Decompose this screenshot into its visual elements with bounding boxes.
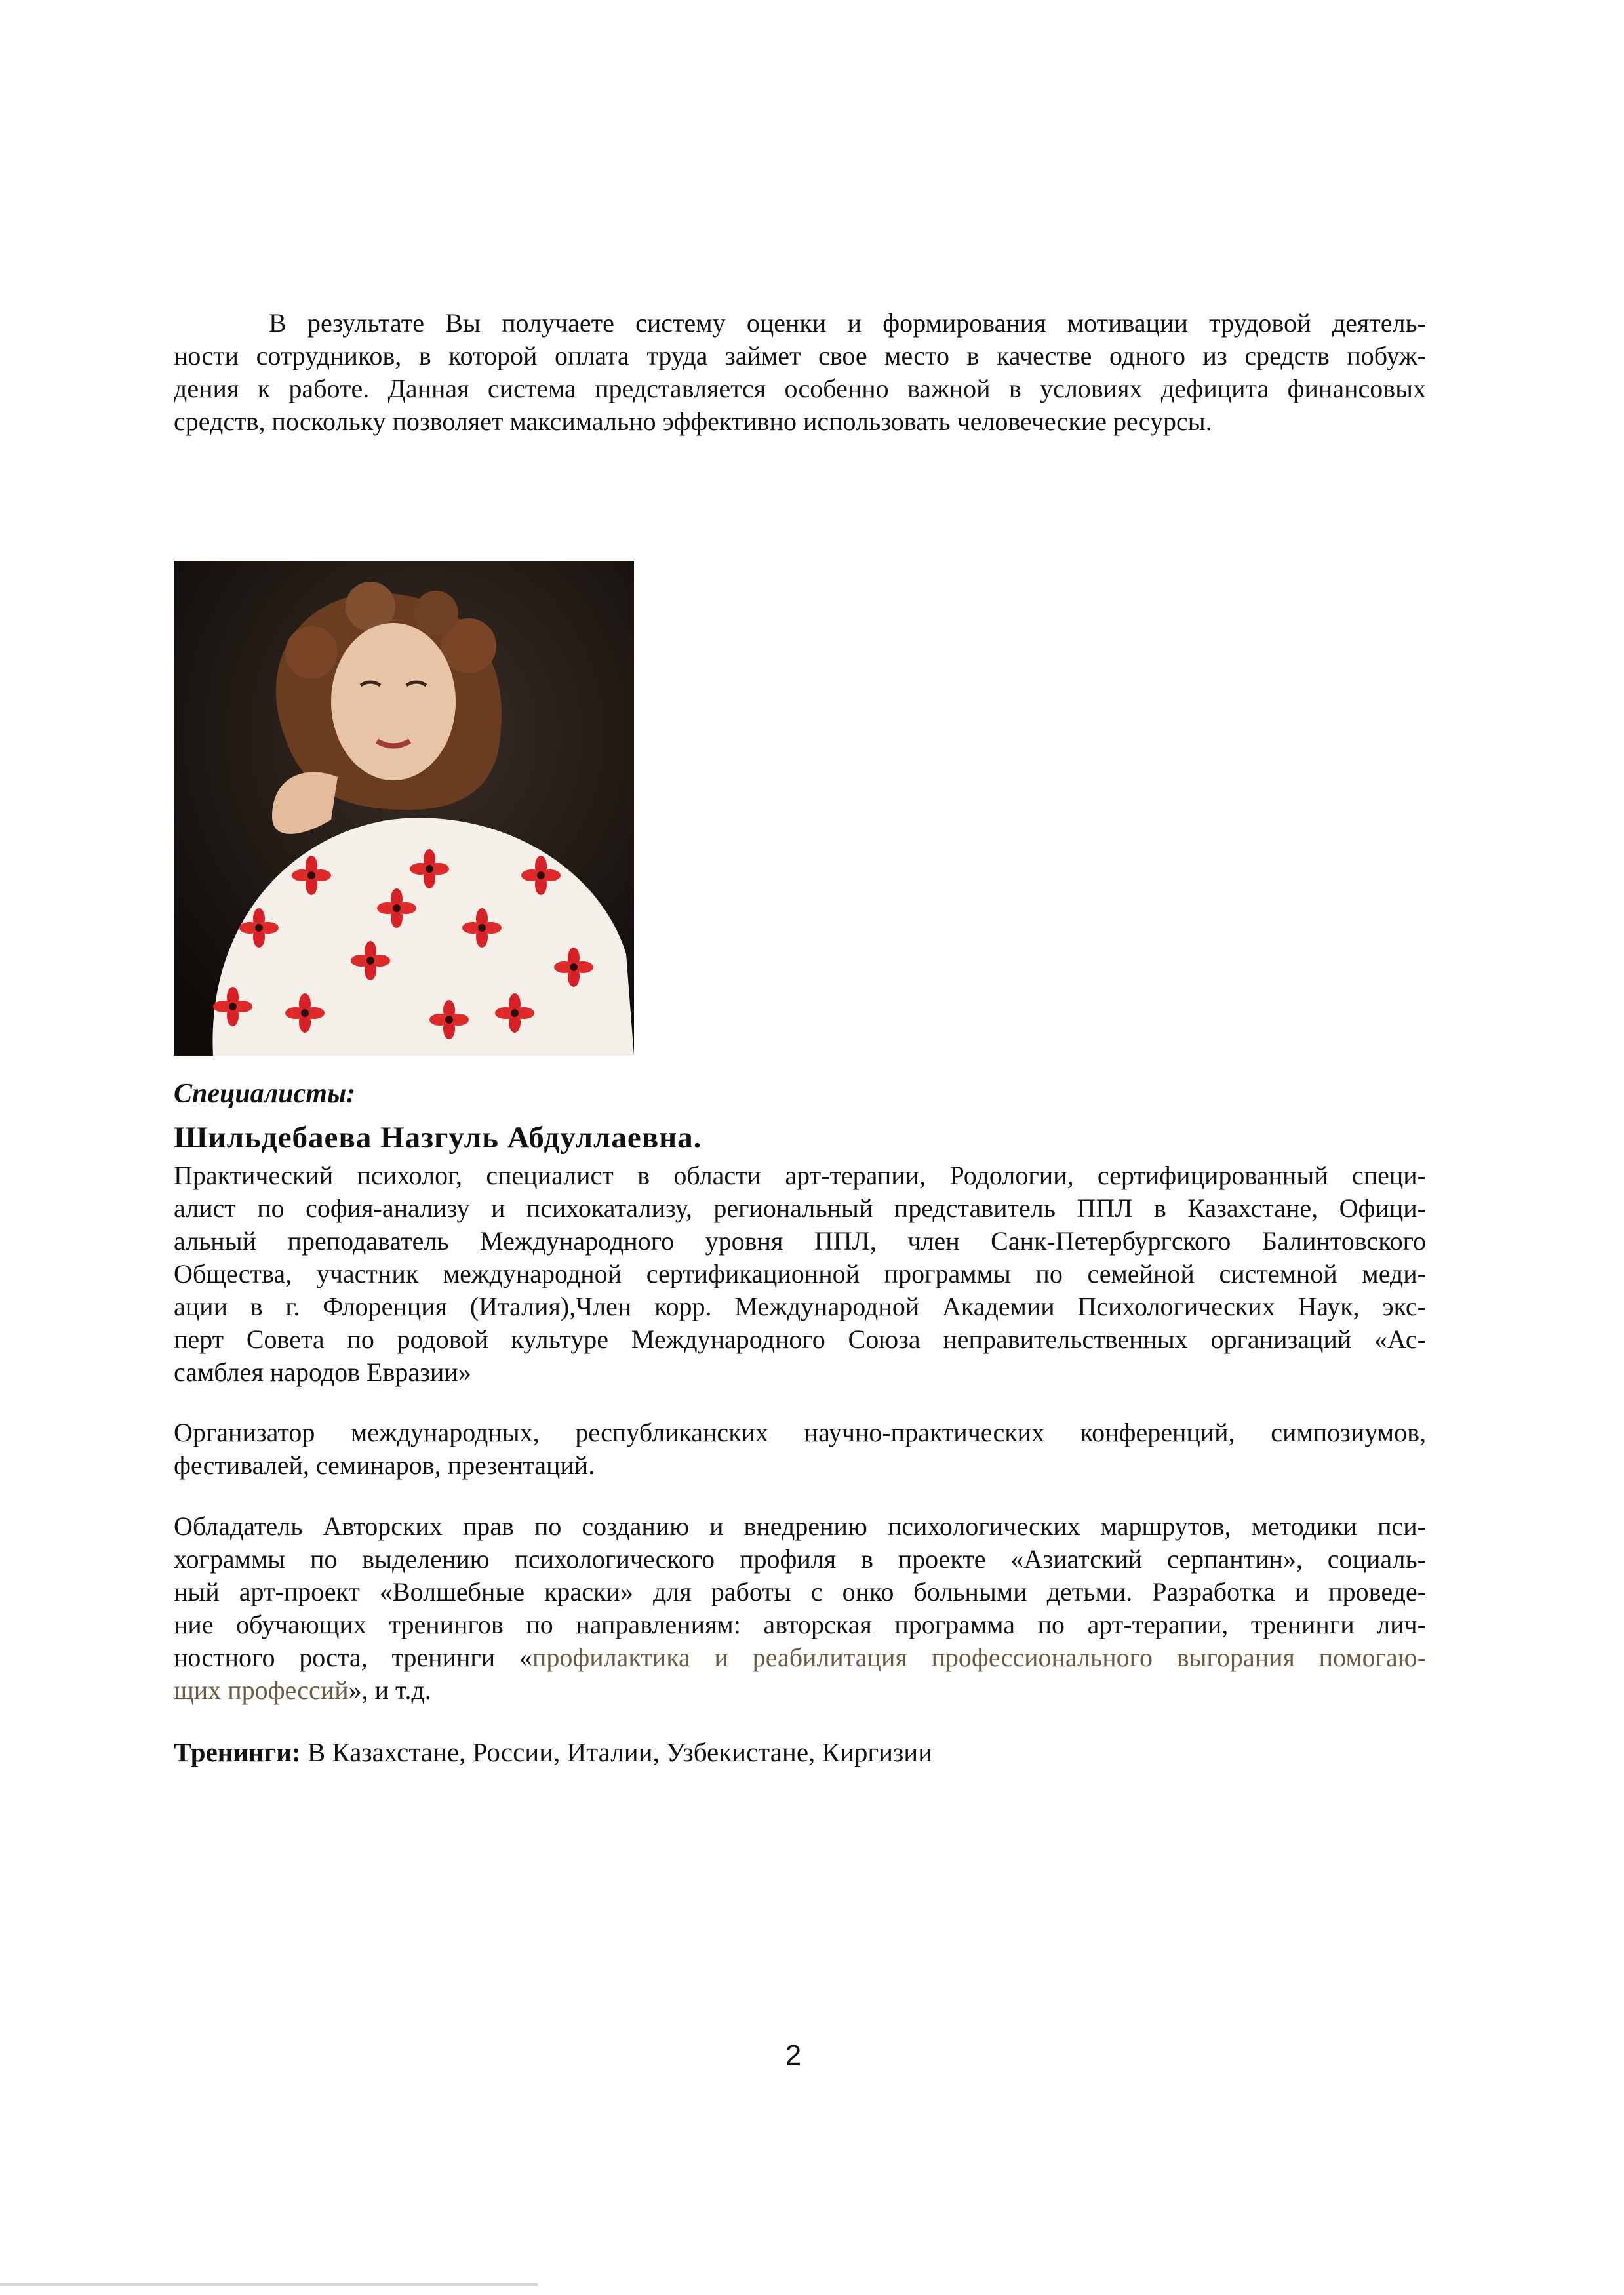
trainings-text: В Казахстане, России, Италии, Узбекистане, Киргизии: [300, 1737, 933, 1767]
page-number: 2: [785, 2039, 802, 2071]
rights-line: [174, 1641, 1426, 1674]
organizer-paragraph: [174, 1416, 1426, 1482]
rights-line: ный арт-проект «Волшебные краски» для работы с онко больными детьми. Разработка и проведе-: [174, 1577, 1426, 1606]
intro-line: средств, поскольку позволяет максимально эффективно использовать человеческие ресурсы.: [174, 407, 1212, 436]
organizer-line: фестивалей, семинаров, презентаций.: [174, 1450, 595, 1480]
intro-line: дения к работе. Данная система представляется особенно важной в условиях дефицита финансовых: [174, 374, 1426, 403]
organizer-line: Организатор международных, республиканских научно-практических конференций, симпозиумов,: [174, 1418, 1426, 1447]
rights-line: ние обучающих тренингов по направлениям: авторская программа по арт-терапии, тренинги лич-: [174, 1610, 1426, 1639]
rights-line-quoted-end: щих профессий: [174, 1675, 349, 1705]
trainings-label: Тренинги:: [174, 1737, 301, 1767]
rights-paragraph: [174, 1510, 1426, 1707]
bio-line: альный преподаватель Международного уровня ППЛ, член Санк-Петербургского Балинтовского: [174, 1226, 1426, 1256]
intro-line: ности сотрудников, в которой оплата труда займет свое место в качестве одного из средств побуж-: [174, 341, 1426, 370]
bio-line: самблея народов Евразии»: [174, 1357, 471, 1387]
rights-line: Обладатель Авторских прав по созданию и внедрению психологических маршрутов, методики пси-: [174, 1511, 1426, 1541]
scan-edge-line: [0, 2283, 538, 2286]
specialist-photo: [174, 561, 634, 1056]
bio-paragraph: [174, 1159, 1426, 1389]
bio-line: алист по софия-анализу и психокатализу, региональный представитель ППЛ в Казахстане, Офици-: [174, 1193, 1426, 1223]
specialists-heading: Специалисты:: [174, 1079, 356, 1109]
rights-line-start: ностного роста, тренинги «: [174, 1643, 532, 1672]
bio-line: ации в г. Флоренция (Италия),Член корр. Международной Академии Психологических Наук, экс-: [174, 1292, 1426, 1321]
bio-line: перт Совета по родовой культуре Международного Союза неправительственных организаций «Ас-: [174, 1325, 1426, 1354]
rights-line: [174, 1674, 1426, 1707]
rights-line-quoted: профилактика и реабилитация профессионального выгорания помогаю-: [532, 1643, 1426, 1672]
rights-line-tail: », и т.д.: [348, 1675, 431, 1705]
trainings-line: [174, 1734, 932, 1770]
intro-paragraph: [174, 307, 1426, 438]
rights-line: хограммы по выделению психологического профиля в проекте «Азиатский серпантин», социаль-: [174, 1544, 1426, 1574]
bio-line: Практический психолог, специалист в области арт-терапии, Родологии, сертифицированный специ-: [174, 1161, 1426, 1190]
specialist-name: Шильдебаева Назгуль Абдуллаевна.: [174, 1121, 702, 1155]
intro-line: В результате Вы получаете систему оценки и формирования мотивации трудовой деятель-: [269, 308, 1426, 338]
portrait-image: [174, 561, 634, 1056]
bio-line: Общества, участник международной сертификационной программы по семейной системной меди-: [174, 1259, 1426, 1288]
